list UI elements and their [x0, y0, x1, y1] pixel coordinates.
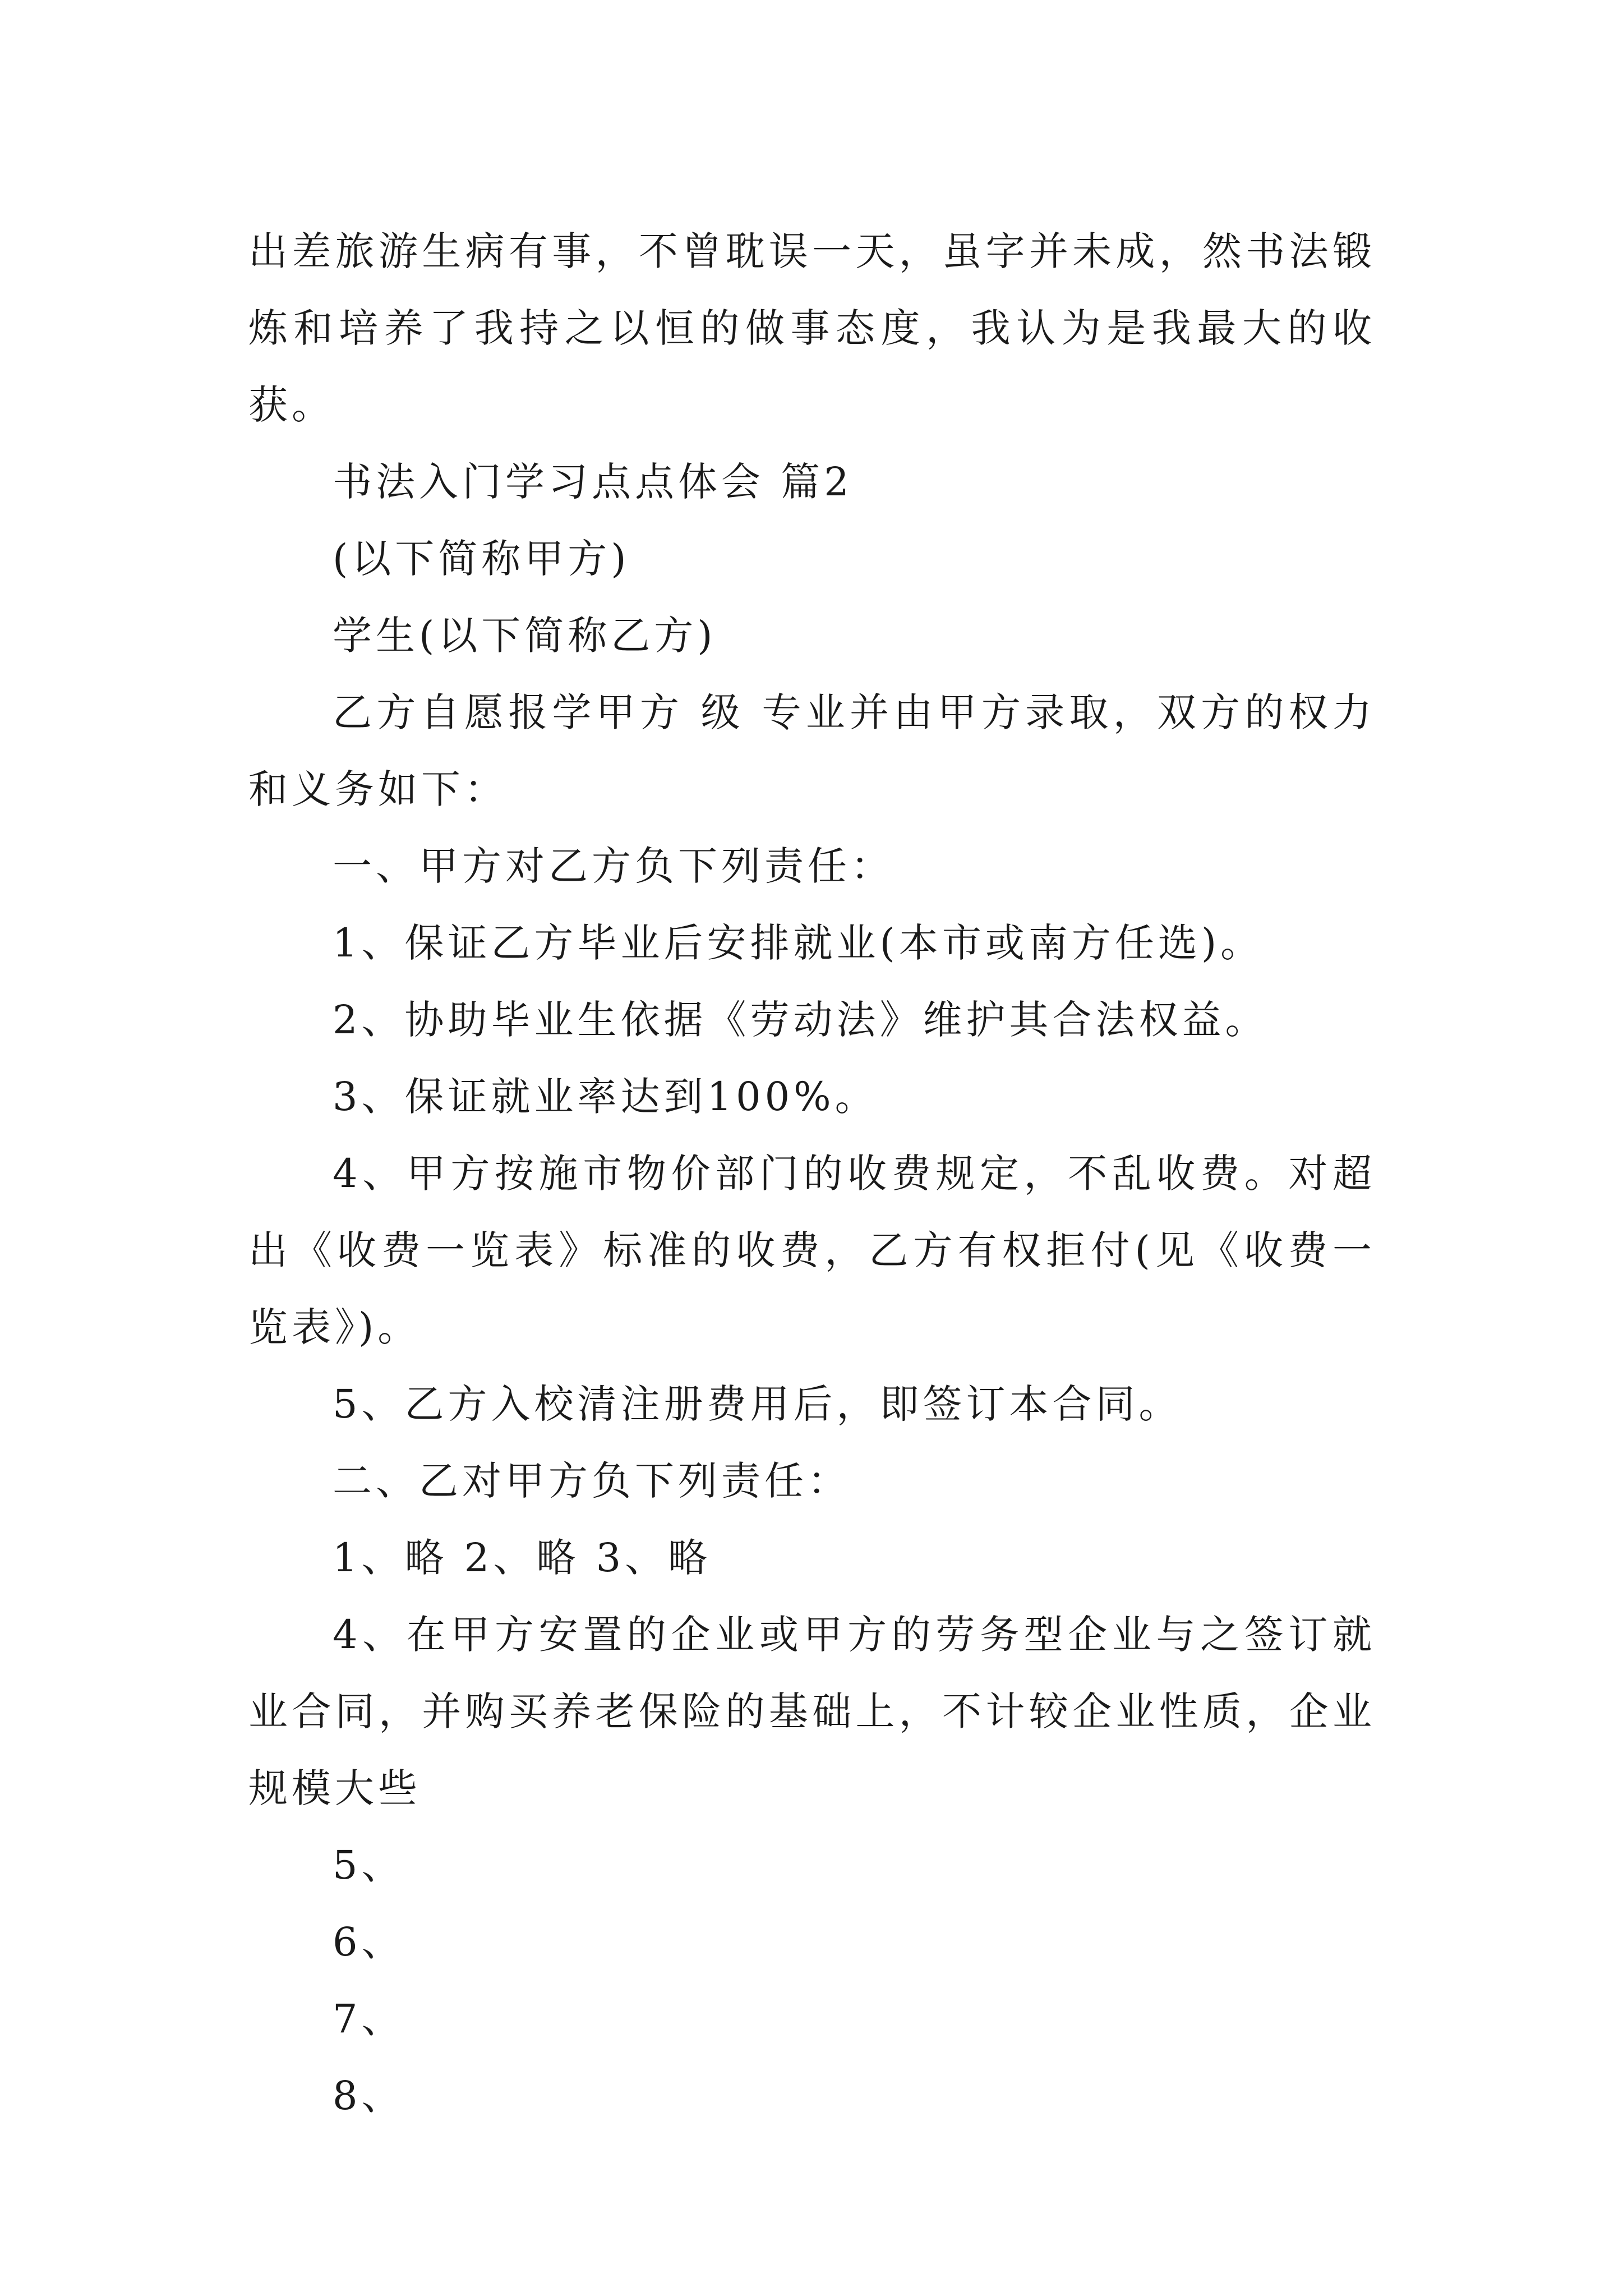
clause-item: 1、略 2、略 3、略 [333, 1535, 712, 1581]
clause-item: 1、保证乙方毕业后安排就业(本市或南方任选)。 [333, 920, 1264, 966]
clause-heading-party-b: 二、乙对甲方负下列责任： [333, 1458, 851, 1504]
paragraph-closing-text: 出差旅游生病有事，不曾耽误一天，虽字并未成，然书法锻炼和培养了我持之以恒的做事态度，我认为是我最大的收获。 [248, 228, 1376, 428]
section-heading: 书法入门学习点点体会 篇2 [333, 459, 853, 505]
document-body [248, 213, 1376, 2134]
paragraph-intro: 乙方自愿报学甲方 级 专业并由甲方录取，双方的权力和义务如下： [248, 689, 1376, 812]
clause-item-empty: 7、 [333, 1996, 405, 2042]
clause-item: 4、甲方按施市物价部门的收费规定，不乱收费。对超出《收费一览表》标准的收费，乙方有权拒付(见《收费一览表》)。 [248, 1151, 1376, 1350]
clause-item: 4、在甲方安置的企业或甲方的劳务型企业与之签订就业合同，并购买养老保险的基础上，不计较企业性质，企业规模大些 [248, 1612, 1376, 1811]
clause-item: 5、乙方入校清注册费用后，即签订本合同。 [333, 1381, 1182, 1427]
party-a-line: (以下简称甲方) [333, 536, 630, 582]
party-b-line: 学生(以下简称乙方) [333, 613, 717, 659]
clause-item: 3、保证就业率达到100%。 [333, 1074, 878, 1120]
clause-item: 2、协助毕业生依据《劳动法》维护其合法权益。 [333, 997, 1269, 1043]
clause-heading-party-a: 一、甲方对乙方负下列责任： [333, 843, 894, 889]
clause-item-empty: 5、 [333, 1842, 405, 1888]
clause-item-empty: 8、 [333, 2073, 405, 2119]
clause-item-empty: 6、 [333, 1919, 405, 1965]
